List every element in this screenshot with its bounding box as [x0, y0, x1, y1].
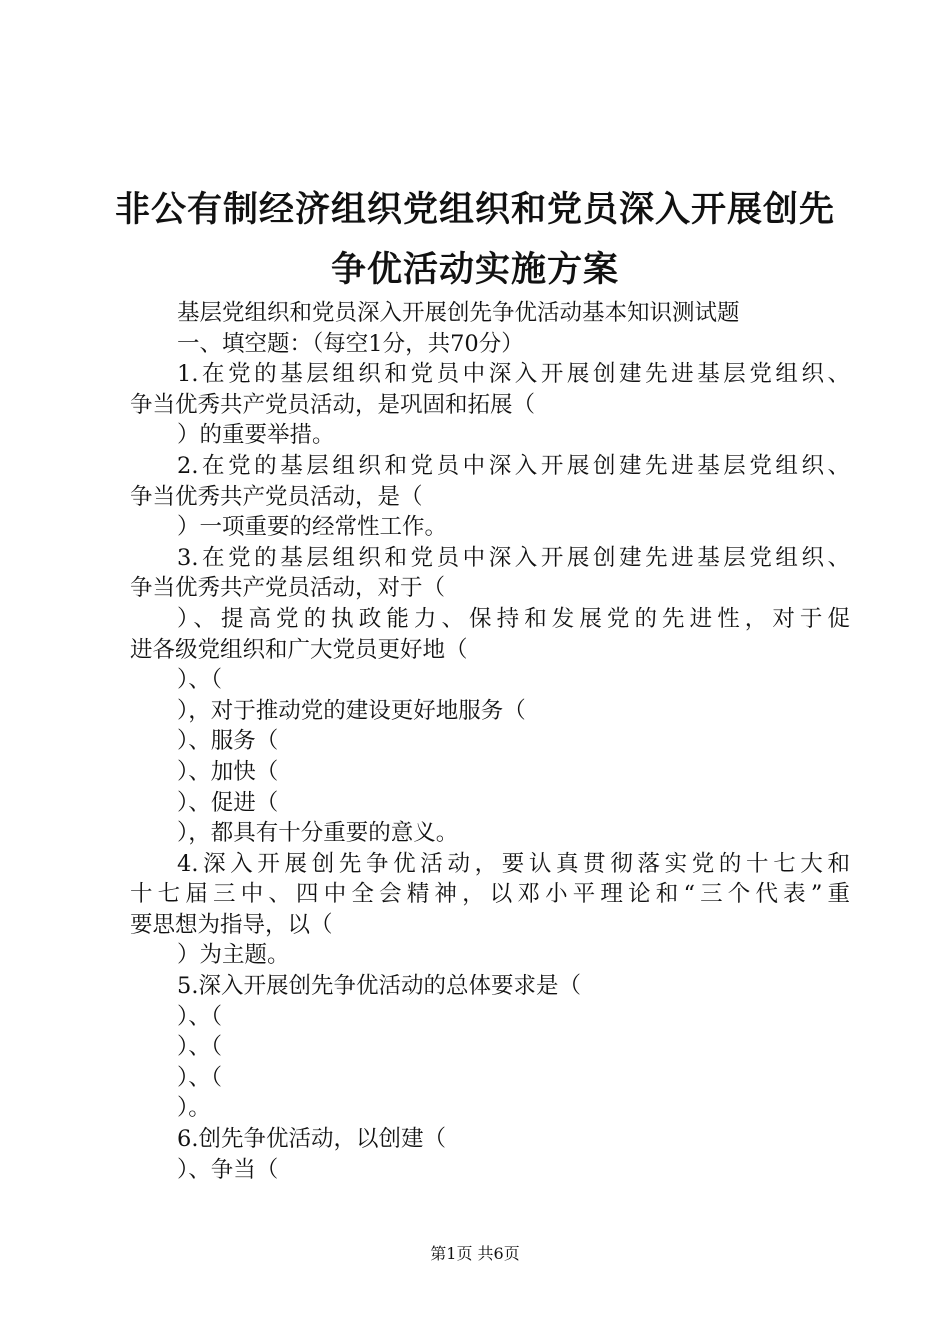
text-line: 3.在党的基层组织和党员中深入开展创建先进基层党组织、 — [177, 544, 850, 571]
text-line: ）为主题。 — [177, 942, 290, 969]
text-line: ）的重要举措。 — [177, 422, 335, 449]
text-line: 争当优秀共产党员活动，是巩固和拓展（ — [130, 391, 536, 418]
text-line: 4.深入开展创先争优活动，要认真贯彻落实党的十七大和 — [177, 850, 850, 877]
page-number: 第1页 共6页 — [430, 1244, 520, 1263]
text-line: 2.在党的基层组织和党员中深入开展创建先进基层党组织、 — [177, 452, 850, 479]
text-line: ）。 — [177, 1095, 211, 1122]
text-line: 十七届三中、四中全会精神，以邓小平理论和“三个代表”重 — [130, 881, 850, 908]
text-line: 6.创先争优活动，以创建（ — [177, 1126, 446, 1153]
text-line: ）、（ — [177, 1034, 223, 1061]
text-line: 争当优秀共产党员活动，对于（ — [130, 575, 446, 602]
text-line: ）、争当（ — [177, 1156, 279, 1183]
text-line: 要思想为指导，以（ — [130, 911, 333, 938]
text-line: 进各级党组织和广大党员更好地（ — [130, 636, 468, 663]
text-line: ），都具有十分重要的意义。 — [177, 820, 459, 847]
text-line: ）、服务（ — [177, 728, 279, 755]
text-line: ），对于推动党的建设更好地服务（ — [177, 697, 526, 724]
text-line: ）、（ — [177, 1064, 223, 1091]
text-line: 争当优秀共产党员活动，是（ — [130, 483, 423, 510]
text-line: ）、加快（ — [177, 758, 279, 785]
text-line: 5.深入开展创先争优活动的总体要求是（ — [177, 973, 581, 1000]
text-line: ）一项重要的经常性工作。 — [177, 514, 448, 541]
document-body — [130, 298, 850, 1185]
document-title-line-1: 非公有制经济组织党组织和党员深入开展创先 — [114, 190, 835, 230]
text-line: ）、提高党的执政能力、保持和发展党的先进性，对于促 — [177, 605, 850, 632]
text-line: 基层党组织和党员深入开展创先争优活动基本知识测试题 — [177, 300, 740, 326]
text-line: 一、填空题：（每空1分，共70分） — [177, 330, 524, 357]
text-line: ）、促进（ — [177, 789, 279, 816]
text-line: ）、（ — [177, 1003, 223, 1030]
text-line: ）、（ — [177, 667, 223, 694]
document-title-line-2: 争优活动实施方案 — [330, 250, 619, 290]
text-line: 1.在党的基层组织和党员中深入开展创建先进基层党组织、 — [177, 361, 850, 388]
